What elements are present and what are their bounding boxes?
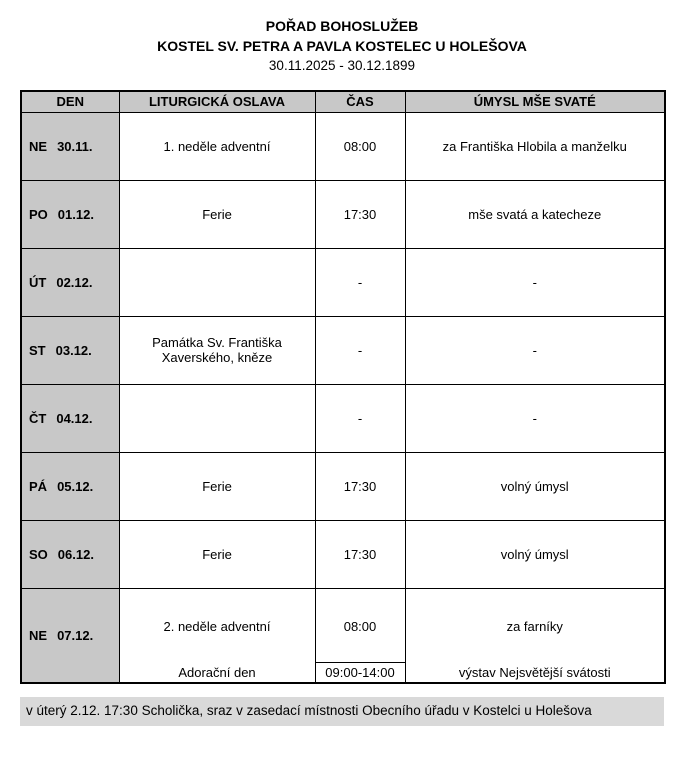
- intention-cell: [405, 588, 665, 683]
- day-cell: [21, 384, 119, 452]
- day-abbrev: ÚT: [29, 274, 47, 290]
- time-cell: [315, 588, 405, 683]
- day-cell: [21, 316, 119, 384]
- time-cell: 08:00: [315, 112, 405, 180]
- column-header-oslava: LITURGICKÁ OSLAVA: [119, 91, 315, 112]
- intention-line-2: výstav Nejsvětější svátosti: [458, 665, 611, 680]
- time-line-2: 09:00-14:00: [316, 662, 405, 682]
- celebration-cell: 1. neděle adventní: [119, 112, 315, 180]
- day-date: 04.12.: [56, 410, 93, 426]
- celebration-cell: Ferie: [119, 452, 315, 520]
- celebration-cell: Památka Sv. Františka Xaverského, kněze: [119, 316, 315, 384]
- day-cell: [21, 112, 119, 180]
- intention-cell: volný úmysl: [405, 520, 665, 588]
- document-header: [0, 0, 684, 76]
- intention-cell: za Františka Hlobila a manželku: [405, 112, 665, 180]
- table-row: [21, 180, 665, 248]
- column-header-den: DEN: [21, 91, 119, 112]
- celebration-cell: Ferie: [119, 520, 315, 588]
- table-row: [21, 452, 665, 520]
- intention-cell: -: [405, 316, 665, 384]
- intention-cell: -: [405, 384, 665, 452]
- day-cell: [21, 520, 119, 588]
- schedule-table: [20, 90, 666, 684]
- celebration-cell: [119, 248, 315, 316]
- celebration-line-2: Adorační den: [178, 665, 256, 680]
- table-row: [21, 384, 665, 452]
- day-date: 03.12.: [55, 342, 92, 358]
- table-header-row: [21, 91, 665, 112]
- time-cell: 17:30: [315, 452, 405, 520]
- day-abbrev: NE: [29, 627, 48, 643]
- table-row: [21, 588, 665, 683]
- day-date: 06.12.: [57, 546, 94, 562]
- day-abbrev: ST: [29, 342, 46, 358]
- day-date: 05.12.: [57, 478, 94, 494]
- day-date: 01.12.: [57, 206, 94, 222]
- page-title: POŘAD BOHOSLUŽEB: [265, 18, 419, 34]
- date-range: 30.11.2025 - 30.12.1899: [268, 58, 416, 73]
- day-cell: [21, 588, 119, 683]
- day-abbrev: NE: [29, 138, 48, 154]
- table-row: [21, 316, 665, 384]
- celebration-cell: [119, 384, 315, 452]
- intention-cell: volný úmysl: [405, 452, 665, 520]
- time-cell: 17:30: [315, 180, 405, 248]
- celebration-cell: [119, 588, 315, 683]
- column-header-cas: ČAS: [315, 91, 405, 112]
- table-row: [21, 112, 665, 180]
- table-row: [21, 520, 665, 588]
- celebration-cell: Ferie: [119, 180, 315, 248]
- schedule-table-wrap: [20, 90, 664, 684]
- day-date: 02.12.: [56, 274, 93, 290]
- time-cell: -: [315, 316, 405, 384]
- day-cell: [21, 180, 119, 248]
- day-abbrev: PÁ: [29, 478, 48, 494]
- day-abbrev: SO: [29, 546, 48, 562]
- time-cell: -: [315, 384, 405, 452]
- column-header-umysl: ÚMYSL MŠE SVATÉ: [405, 91, 665, 112]
- intention-line-1: za farníky: [506, 618, 563, 634]
- day-cell: [21, 248, 119, 316]
- table-row: [21, 248, 665, 316]
- time-line-1: 08:00: [343, 618, 377, 634]
- page-subtitle: KOSTEL SV. PETRA A PAVLA KOSTELEC U HOLEŠOVA: [157, 38, 527, 54]
- intention-cell: mše svatá a katecheze: [405, 180, 665, 248]
- time-cell: -: [315, 248, 405, 316]
- intention-cell: -: [405, 248, 665, 316]
- day-date: 07.12.: [57, 627, 94, 643]
- footer-note: v úterý 2.12. 17:30 Scholička, sraz v zasedací místnosti Obecního úřadu v Kostelci u Holešova: [20, 697, 664, 726]
- celebration-line-1: 2. neděle adventní: [163, 618, 271, 634]
- time-cell: 17:30: [315, 520, 405, 588]
- day-abbrev: ČT: [29, 410, 47, 426]
- day-abbrev: PO: [29, 206, 48, 222]
- day-date: 30.11.: [57, 138, 93, 154]
- day-cell: [21, 452, 119, 520]
